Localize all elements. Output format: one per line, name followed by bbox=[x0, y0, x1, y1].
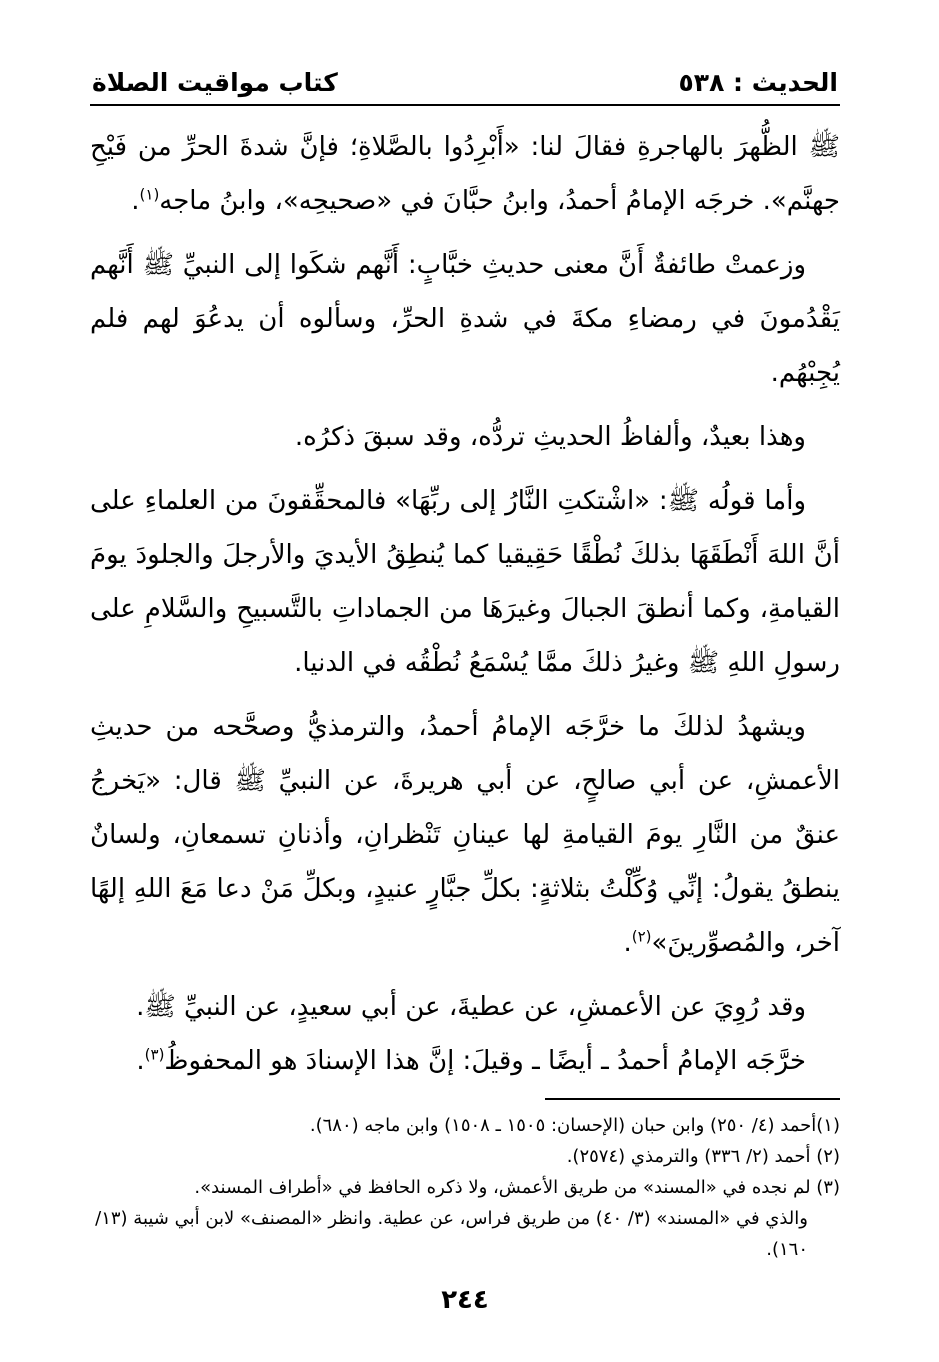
footnote-divider bbox=[545, 1098, 840, 1100]
footnote-mark: (٣) bbox=[144, 1045, 165, 1064]
paragraph: وأما قولُه ﷺ: «اشْتكتِ النَّارُ إلى ربِّهَا» فالمحقِّقونَ من العلماءِ على أنَّ اللهَ أَنْطَقَهَا بذلكَ نُطْقًا حَقِيقيا كما يُنطِقُ الأيديَ والأرجلَ والجلودَ يومَ القيامةِ، وكما أنطقَ الجبالَ وغيرَهَا من الجماداتِ بالتَّسبيحِ والسَّلامِ على رسولِ اللهِ ﷺ وغيرُ ذلكَ ممَّا يُسْمَعُ نُطْقُه في الدنيا. bbox=[90, 486, 840, 678]
paragraph: ﷺ الظُّهرَ بالهاجرةِ فقالَ لنا: «أَبْرِدُوا بالصَّلاةِ؛ فإنَّ شدةَ الحرِّ من فَيْحِ جهنَّم». خرجَه الإمامُ أحمدُ، وابنُ حبَّانَ في «صحيحِه»، وابنُ ماجه$^{(١)}$. bbox=[90, 132, 840, 216]
footnote: (١)أحمد (٤/ ٢٥٠) وابن حبان (الإحسان: ١٥٠٥ ـ ١٥٠٨) وابن ماجه (٦٨٠). bbox=[309, 1115, 840, 1136]
page bbox=[90, 66, 840, 1336]
footnote-mark: (٢) bbox=[631, 927, 652, 946]
paragraph: ويشهدُ لذلكَ ما خرَّجَه الإمامُ أحمدُ، والترمذيُّ وصحَّحه من حديثِ الأعمشِ، عن أبي صالحٍ، عن أبي هريرةَ، عن النبيِّ ﷺ قال: «يَخرجُ عنقٌ من النَّارِ يومَ القيامةِ لها عينانِ تَنْظرانِ، وأذنانِ تسمعانِ، ولسانٌ ينطقُ يقولُ: إنِّي وُكِّلْتُ بثلاثةٍ: بكلِّ جبَّارٍ عنيدٍ، وبكلِّ مَنْ دعا مَعَ اللهِ إلهًا آخر، والمُصوِّرينَ»$^{(٢)}$. bbox=[90, 712, 840, 958]
paragraph: وهذا بعيدٌ، وألفاظُ الحديثِ تردُّه، وقد سبقَ ذكرُه. bbox=[294, 422, 806, 452]
hadith-number: الحديث : ٥٣٨ bbox=[678, 68, 838, 97]
footnote: (٢) أحمد (٢/ ٣٣٦) والترمذي (٢٥٧٤). bbox=[566, 1146, 840, 1167]
main-text bbox=[90, 120, 840, 1088]
paragraph: وزعمتْ طائفةٌ أَنَّ معنى حديثِ خبَّابٍ: أَنَّهم شكَوا إلى النبيِّ ﷺ أَنَّهم يَقْدُمونَ في رمضاءِ مكةَ في شدةِ الحرِّ، وسألوه أن يدعُوَ لهم فلم يُجِبْهُم. bbox=[90, 250, 840, 388]
paragraph: خرَّجَه الإمامُ أحمدُ ـ أيضًا ـ وقيلَ: إنَّ هذا الإسنادَ هو المحفوظُ$^{(٣)}$. bbox=[136, 1045, 806, 1076]
running-header bbox=[90, 66, 840, 102]
page-number: ٢٤٤ bbox=[441, 1285, 489, 1315]
footnote-continuation: والذي في «المسند» (٣/ ٤٠) من طريق فراس، عن عطية. وانظر «المصنف» لابن أبي شيبة (١٣/ ١٦٠). bbox=[95, 1208, 808, 1260]
book-title: كتاب مواقيت الصلاة bbox=[92, 68, 338, 97]
footnote: (٣) لم نجده في «المسند» من طريق الأعمش، ولا ذكره الحافظ في «أطراف المسند». bbox=[194, 1177, 840, 1198]
footnotes bbox=[90, 1110, 840, 1265]
footnote-mark: (١) bbox=[139, 185, 160, 204]
paragraph: وقد رُوِيَ عن الأعمشِ، عن عطيةَ، عن أبي سعيدٍ، عن النبيِّ ﷺ. bbox=[136, 992, 806, 1022]
header-divider bbox=[90, 104, 840, 106]
